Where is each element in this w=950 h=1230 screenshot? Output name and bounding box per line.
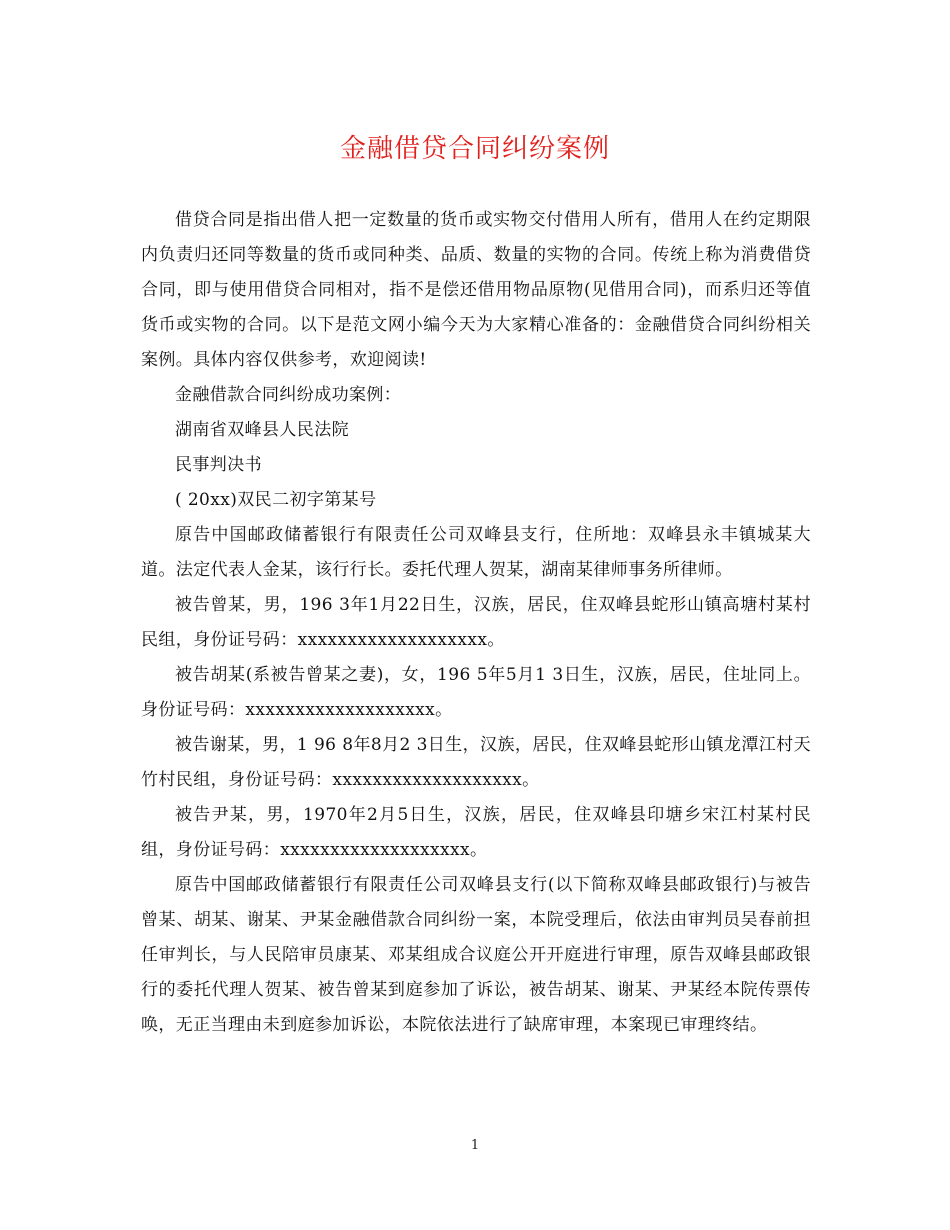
paragraph-defendant-zeng: 被告曾某，男，196 3年1月22日生，汉族，居民，住双峰县蛇形山镇高塘村某村民组，身份证号码：xxxxxxxxxxxxxxxxxxx。 [141,595,811,650]
paragraph-defendant-hu: 被告胡某(系被告曾某之妻)，女，196 5年5月1 3日生，汉族，居民，住址同上。身份证号码：xxxxxxxxxxxxxxxxxxx。 [141,665,811,720]
paragraph-defendant-xie: 被告谢某，男，1 96 8年8月2 3日生，汉族，居民，住双峰县蛇形山镇龙潭江村天竹村民组，身份证号码：xxxxxxxxxxxxxxxxxxx。 [141,735,811,790]
paragraph-case-heading: 金融借款合同纠纷成功案例： [175,385,402,405]
page-number: 1 [470,1138,480,1153]
paragraph-plaintiff: 原告中国邮政储蓄银行有限责任公司双峰县支行，住所地：双峰县永丰镇城某大道。法定代表人金某，该行行长。委托代理人贺某，湖南某律师事务所律师。 [141,525,811,580]
document-body [141,203,811,1043]
paragraph-case-summary: 原告中国邮政储蓄银行有限责任公司双峰县支行(以下简称双峰县邮政银行)与被告曾某、胡某、谢某、尹某金融借款合同纠纷一案，本院受理后，依法由审判员吴春前担任审判长，与人民陪审员康某、邓某组成合议庭公开开庭进行审理，原告双峰县邮政银行的委托代理人贺某、被告曾某到庭参加了诉讼，被告胡某、谢某、尹某经本院传票传唤，无正当理由未到庭参加诉讼，本院依法进行了缺席审理，本案现已审理终结。 [141,875,811,1035]
document-title: 金融借贷合同纠纷案例 [339,134,610,164]
paragraph-judgment-type: 民事判决书 [175,455,262,475]
paragraph-court-name: 湖南省双峰县人民法院 [175,420,349,440]
paragraph-intro: 借贷合同是指出借人把一定数量的货币或实物交付借用人所有，借用人在约定期限内负责归还同等数量的货币或同种类、品质、数量的实物的合同。传统上称为消费借贷合同，即与使用借贷合同相对，指不是偿还借用物品原物(见借用合同)，而系归还等值货币或实物的合同。以下是范文网小编今天为大家精心准备的：金融借贷合同纠纷相关案例。具体内容仅供参考，欢迎阅读! [141,210,811,370]
paragraph-defendant-yin: 被告尹某，男，1970年2月5日生，汉族，居民，住双峰县印塘乡宋江村某村民组，身份证号码：xxxxxxxxxxxxxxxxxxx。 [141,805,811,860]
paragraph-case-number: ( 20xx)双民二初字第某号 [175,490,377,510]
